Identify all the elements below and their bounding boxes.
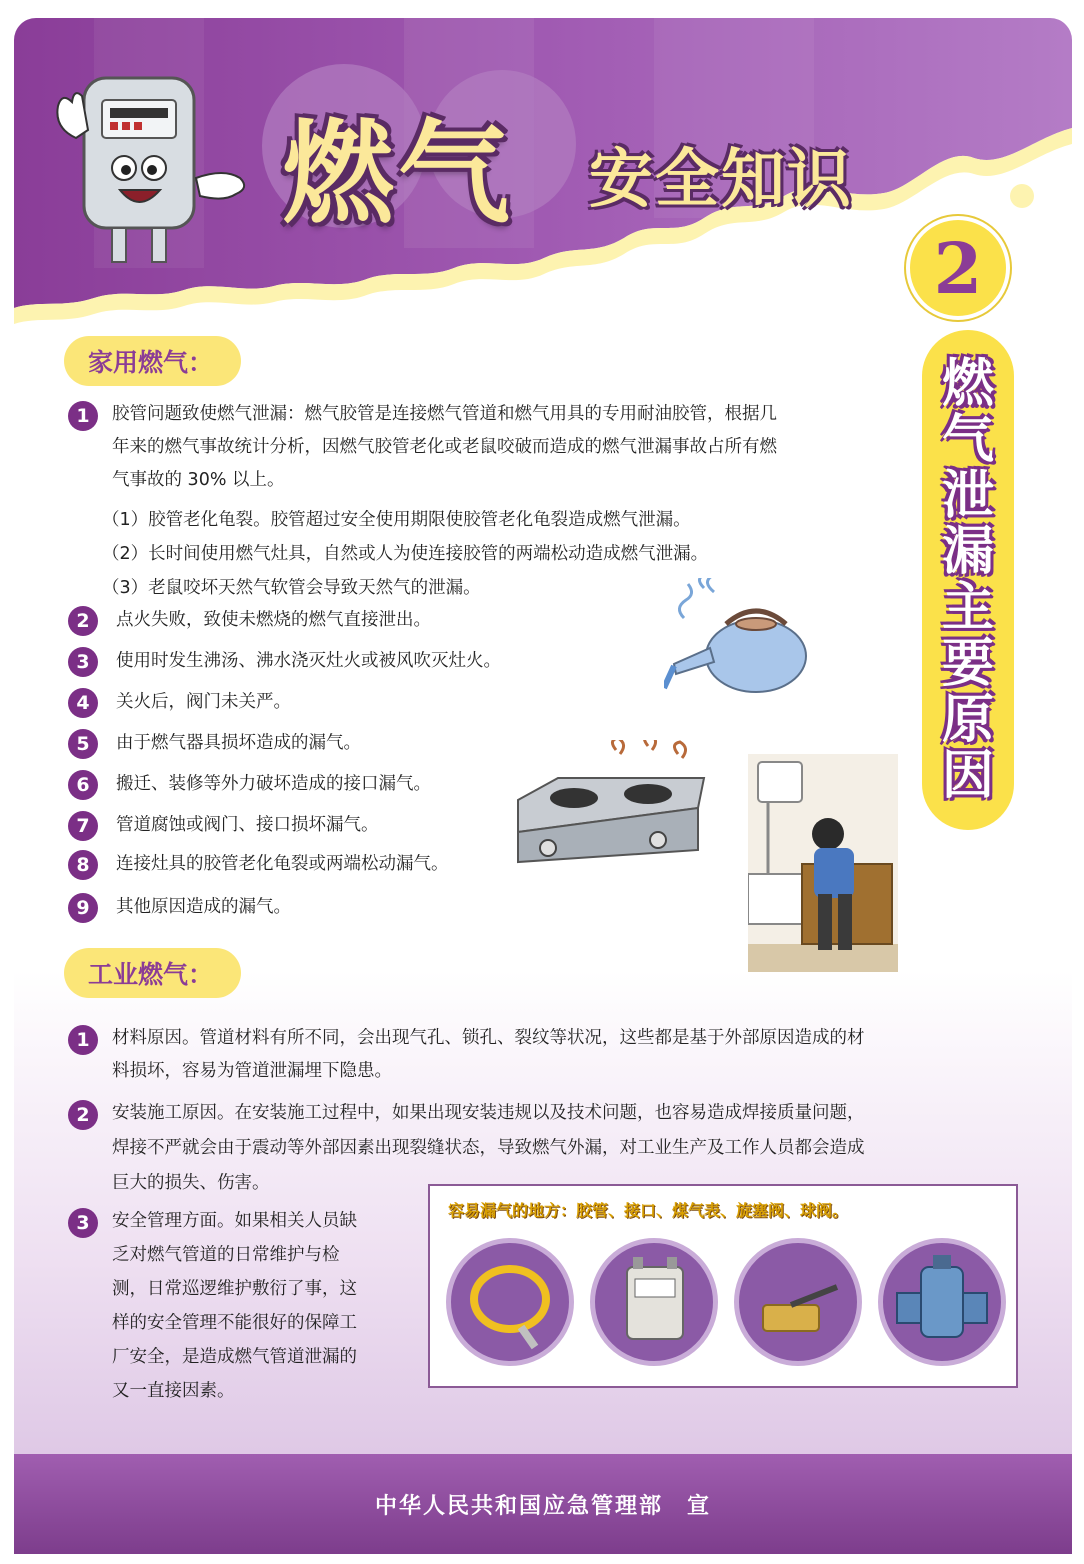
domestic-item-8: 连接灶具的胶管老化龟裂或两端松动漏气。 [116,854,449,874]
item-line: 又一直接因素。 [112,1381,235,1401]
item-line: 安全管理方面。如果相关人员缺 [112,1211,357,1231]
domestic-item-4: 关火后，阀门未关严。 [116,692,291,712]
domestic-item-9: 其他原因造成的漏气。 [116,897,291,917]
industrial-item-3 [112,1204,422,1408]
poster [14,18,1072,1554]
domestic-subitem-3: （3）老鼠咬坏天然气软管会导致天然气的泄漏。 [102,578,481,598]
item-line: 厂安全，是造成燃气管道泄漏的 [112,1347,357,1367]
item-number-badge: 1 [68,1025,98,1055]
item-line: 样的安全管理不能很好的保障工 [112,1313,357,1333]
vertical-title-char: 主 [941,578,994,638]
poster-title-main: 燃气 [282,109,514,239]
item-line: 胶管问题致使燃气泄漏：燃气胶管是连接燃气管道和燃气用具的专用耐油胶管，根据几 [112,404,777,424]
item-number-badge: 2 [68,606,98,636]
domestic-item-7: 管道腐蚀或阀门、接口损坏漏气。 [116,815,379,835]
poster-title-sub: 安全知识 [589,143,853,217]
item-number-badge: 7 [68,811,98,841]
footer-publisher: 中华人民共和国应急管理部 宣 [374,1493,711,1519]
industrial-item-1 [112,1022,1052,1088]
gas-meter-icon [590,1238,718,1366]
domestic-item-1 [112,398,912,497]
vertical-title-char: 要 [941,634,994,694]
item-number-badge: 8 [68,850,98,880]
header-banner [14,18,1072,348]
vertical-topic-title [922,330,1014,830]
leak-points-box [428,1184,1018,1388]
item-number-badge: 3 [68,1208,98,1238]
domestic-item-5: 由于燃气器具损坏造成的漏气。 [116,733,361,753]
item-line: 气事故的 30% 以上。 [112,470,285,490]
item-line: 测，日常巡逻维护敷衍了事，这 [112,1279,357,1299]
item-number-badge: 1 [68,401,98,431]
item-number-badge: 4 [68,688,98,718]
domestic-item-6: 搬迁、装修等外力破坏造成的接口漏气。 [116,774,431,794]
vertical-title-char: 气 [941,410,994,470]
item-line: 巨大的损失、伤害。 [112,1173,270,1193]
item-number-badge: 5 [68,729,98,759]
item-number-badge: 3 [68,647,98,677]
domestic-subitem-2: （2）长时间使用燃气灶具，自然或人为使连接胶管的两端松动造成燃气泄漏。 [102,544,709,564]
boy-water-heater-illustration [748,754,898,972]
item-number-badge: 6 [68,770,98,800]
item-number-badge: 9 [68,893,98,923]
vertical-title-char: 泄 [941,466,994,526]
leak-points-title: 容易漏气的地方：胶管、接口、煤气表、旋塞阀、球阀。 [448,1201,849,1220]
footer-bar [14,1454,1072,1554]
ball-valve-icon [734,1238,862,1366]
domestic-item-3: 使用时发生沸汤、沸水浇灭灶火或被风吹灭灶火。 [116,651,501,671]
vertical-title-char: 因 [941,746,994,806]
domestic-subitem-1: （1）胶管老化龟裂。胶管超过安全使用期限使胶管老化龟裂造成燃气泄漏。 [102,510,691,530]
section-heading-industrial: 工业燃气： [64,948,241,998]
vertical-title-char: 原 [941,690,994,750]
item-number-badge: 2 [68,1100,98,1130]
kettle-illustration [664,578,814,698]
item-line: 焊接不严就会由于震动等外部因素出现裂缝状态，导致燃气外漏，对工业生产及工作人员都会造成 [112,1138,865,1158]
hose-icon [446,1238,574,1366]
gas-stove-illustration [508,740,708,870]
issue-number-badge: 2 [906,216,1010,320]
item-line: 材料原因。管道材料有所不同，会出现气孔、锁孔、裂纹等状况，这些都是基于外部原因造成的材 [112,1028,865,1048]
section-heading-domestic: 家用燃气： [64,336,241,386]
item-line: 安装施工原因。在安装施工过程中，如果出现安装违规以及技术问题，也容易造成焊接质量问题， [112,1103,865,1123]
domestic-item-2: 点火失败，致使未燃烧的燃气直接泄出。 [116,610,431,630]
item-line: 年来的燃气事故统计分析，因燃气胶管老化或老鼠咬破而造成的燃气泄漏事故占所有燃 [112,437,777,457]
vertical-title-char: 燃 [941,354,994,414]
vertical-title-char: 漏 [941,522,994,582]
header-background [14,18,1072,348]
item-line: 料损坏，容易为管道泄漏埋下隐患。 [112,1061,392,1081]
item-line: 乏对燃气管道的日常维护与检 [112,1245,340,1265]
plug-valve-icon [878,1238,1006,1366]
